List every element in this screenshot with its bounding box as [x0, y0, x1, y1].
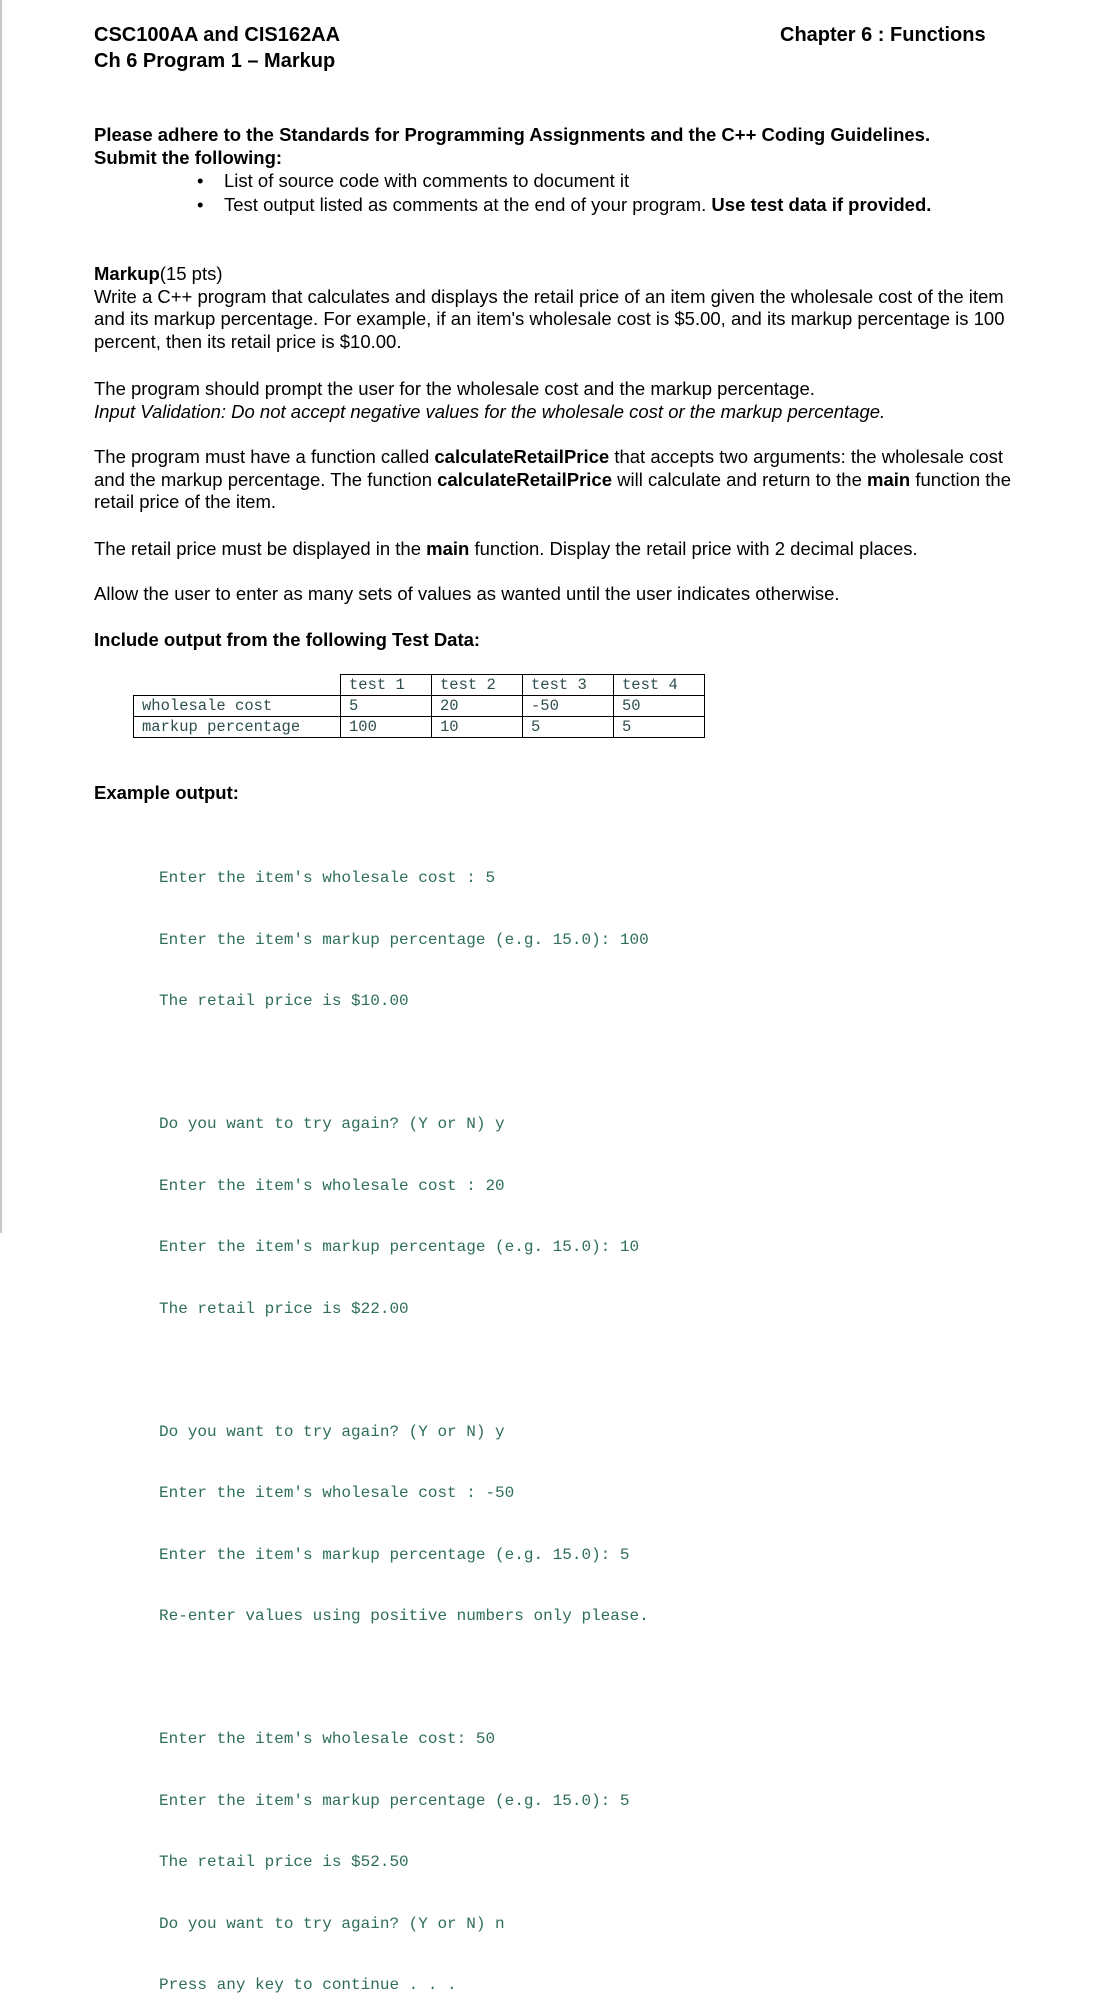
- row-label: markup percentage: [134, 717, 341, 738]
- table-cell: 5: [523, 717, 614, 738]
- table-cell: -50: [523, 696, 614, 717]
- table-row: [134, 717, 705, 738]
- list-item: [94, 193, 1024, 217]
- document-header: [94, 22, 340, 74]
- output-line: The retail price is $10.00: [159, 992, 409, 1010]
- course-line: CSC100AA and CIS162AA: [94, 24, 341, 46]
- table-cell: 100: [341, 717, 432, 738]
- list-item-emphasis: Use test data if provided.: [711, 194, 932, 215]
- example-output-console: [159, 827, 649, 2016]
- prompt-paragraph: [94, 378, 1024, 423]
- adhere-statement: Please adhere to the Standards for Programming Assignments and the C++ Coding Guidelines.: [94, 124, 931, 145]
- function-name-1: calculateRetailPrice: [434, 446, 610, 467]
- function-text-3: will calculate and return to the: [612, 468, 868, 490]
- output-line: Do you want to try again? (Y or N) y: [159, 1115, 505, 1133]
- table-corner: [134, 675, 341, 696]
- test-data-table: [133, 674, 705, 738]
- output-line: Do you want to try again? (Y or N) y: [159, 1422, 505, 1441]
- output-line: Do you want to try again? (Y or N) n: [159, 1914, 505, 1933]
- main-keyword: main: [867, 468, 911, 490]
- function-name-2: calculateRetailPrice: [437, 468, 612, 490]
- table-cell: 10: [432, 717, 523, 738]
- output-line: Enter the item's wholesale cost : 5: [159, 869, 496, 887]
- output-line: Enter the item's markup percentage (e.g. 15.0): 5: [159, 1791, 630, 1810]
- markup-title: Markup: [94, 263, 160, 284]
- output-line: Enter the item's markup percentage (e.g. 15.0): 10: [159, 1238, 640, 1256]
- table-header-row: [134, 675, 705, 696]
- table-header: test 3: [523, 675, 614, 696]
- output-line: Enter the item's wholesale cost : -50: [159, 1484, 515, 1502]
- submit-list: [94, 169, 1024, 217]
- function-text-4: function the retail price of the item.: [94, 468, 1012, 512]
- output-line: Enter the item's wholesale cost: 50: [159, 1730, 496, 1748]
- bullet-icon: •: [197, 170, 204, 191]
- test-data-heading: Include output from the following Test Data:: [94, 629, 481, 650]
- list-item-text: List of source code with comments to document it: [224, 170, 630, 191]
- markup-description: Write a C++ program that calculates and displays the retail price of an item given the wholesale cost of the item and its markup percentage. For example, if an item's wholesale cost is $5.00, and its markup percentage is 100 percent, then its retail price is $10.00.: [94, 285, 1005, 352]
- allow-paragraph: Allow the user to enter as many sets of values as wanted until the user indicates otherwise.: [94, 583, 840, 604]
- function-text-1: The program must have a function called: [94, 446, 435, 467]
- output-line: Re-enter values using positive numbers only please.: [159, 1607, 649, 1625]
- blank-line: [159, 1360, 649, 1381]
- list-item-text: Test output listed as comments at the end of your program.: [224, 194, 712, 215]
- bullet-icon: •: [197, 194, 204, 215]
- list-item: [94, 169, 1024, 193]
- display-text-1: The retail price must be displayed in the: [94, 538, 427, 559]
- function-text-2: that accepts two arguments: the wholesale cost and the markup percentage. The function: [94, 446, 1004, 490]
- markup-section: [94, 263, 1024, 353]
- table-row: [134, 696, 705, 717]
- markup-title-line: [94, 263, 1024, 286]
- main-keyword: main: [426, 538, 470, 559]
- function-paragraph: [94, 446, 1024, 514]
- chapter-title: Chapter 6 : Functions: [780, 24, 986, 46]
- blank-line: [159, 1053, 649, 1074]
- markup-points: (15 pts): [159, 263, 223, 284]
- row-label: wholesale cost: [134, 696, 341, 717]
- blank-line: [159, 1668, 649, 1689]
- table-cell: 5: [341, 696, 432, 717]
- table-cell: 20: [432, 696, 523, 717]
- output-line: Enter the item's markup percentage (e.g. 15.0): 100: [159, 930, 649, 949]
- display-paragraph: [94, 538, 1024, 561]
- output-line: Press any key to continue . . .: [159, 1976, 457, 1994]
- output-line: The retail price is $22.00: [159, 1299, 409, 1318]
- table-header: test 2: [432, 675, 523, 696]
- input-validation-line: Input Validation: Do not accept negative values for the wholesale cost or the markup percentage.: [94, 400, 886, 422]
- display-text-2: function. Display the retail price with 2 decimal places.: [469, 538, 918, 559]
- submit-heading: Submit the following:: [94, 146, 283, 168]
- table-header: test 1: [341, 675, 432, 696]
- prompt-line: The program should prompt the user for the wholesale cost and the markup percentage.: [94, 378, 815, 399]
- output-line: Enter the item's wholesale cost : 20: [159, 1176, 505, 1195]
- output-line: Enter the item's markup percentage (e.g. 15.0): 5: [159, 1545, 630, 1564]
- page-edge: [0, 0, 2, 1233]
- program-line: Ch 6 Program 1 – Markup: [94, 50, 336, 72]
- example-output-heading: Example output:: [94, 782, 239, 803]
- table-cell: 50: [614, 696, 705, 717]
- instructions-section: [94, 124, 1024, 217]
- output-line: The retail price is $52.50: [159, 1853, 409, 1871]
- table-cell: 5: [614, 717, 705, 738]
- table-header: test 4: [614, 675, 705, 696]
